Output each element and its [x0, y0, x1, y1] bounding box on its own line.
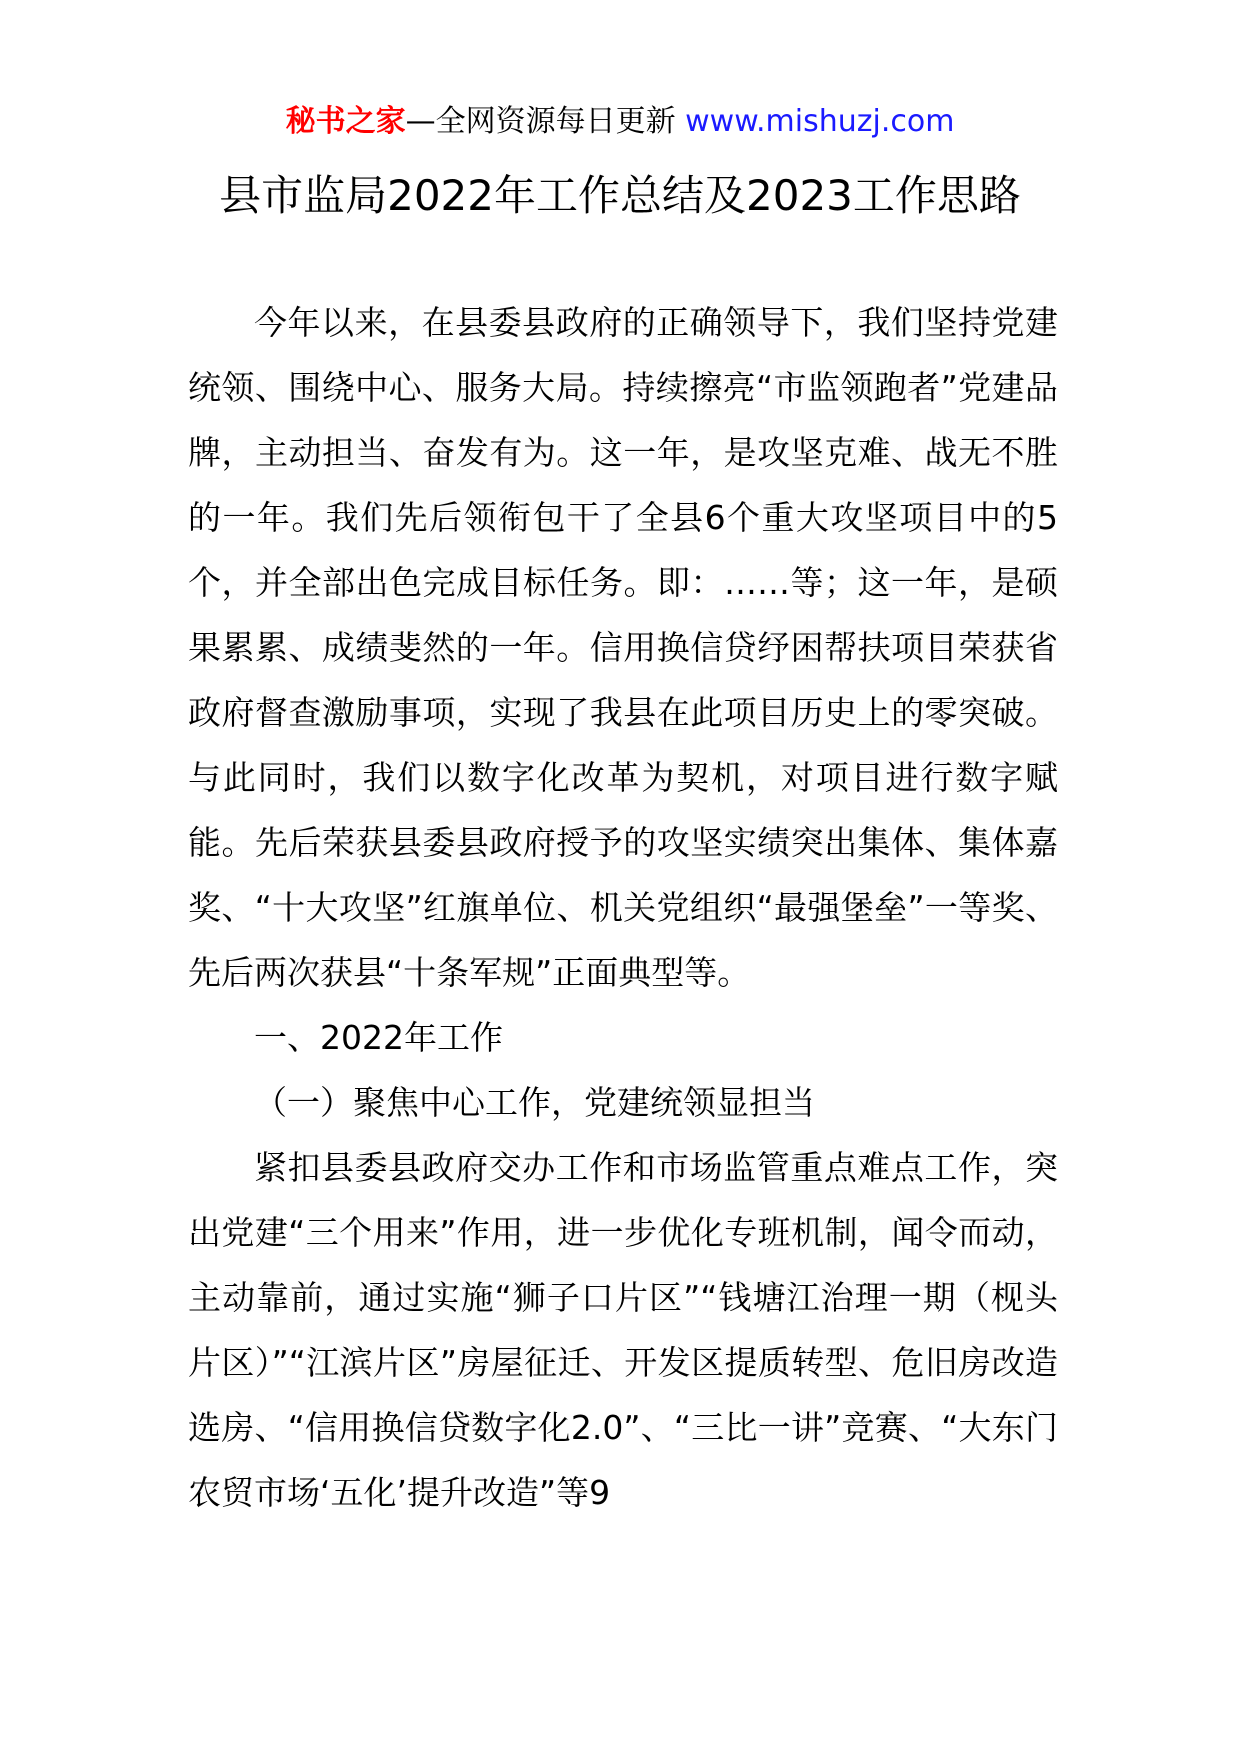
intro-paragraph: 今年以来，在县委县政府的正确领导下，我们坚持党建统领、围绕中心、服务大局。持续擦亮“市监领跑者”党建品牌，主动担当、奋发有为。这一年，是攻坚克难、战无不胜的一年。我们先后领衔包干了全县6个重大攻坚项目中的5个，并全部出色完成目标任务。即：……等；这一年，是硕果累累、成绩斐然的一年。信用换信贷纾困帮扶项目荣获省政府督查激励事项，实现了我县在此项目历史上的零突破。与此同时，我们以数字化改革为契机，对项目进行数字赋能。先后荣获县委县政府授予的攻坚实绩突出集体、集体嘉奖、“十大攻坚”红旗单位、机关党组织“最强堡垒”一等奖、先后两次获县“十条军规”正面典型等。	[188, 303, 1058, 992]
site-header	[0, 102, 1240, 142]
section-heading: 一、2022年工作	[254, 1018, 503, 1057]
document-title: 县市监局2022年工作总结及2023工作思路	[219, 171, 1021, 220]
site-url-link[interactable]: www.mishuzj.com	[685, 104, 955, 139]
subsection-heading: （一）聚焦中心工作，党建统领显担当	[254, 1083, 815, 1122]
document-body	[188, 290, 1058, 1525]
brand-name: 秘书之家	[285, 104, 406, 139]
header-slogan: —全网资源每日更新	[405, 104, 676, 139]
body-paragraph: 紧扣县委县政府交办工作和市场监管重点难点工作，突出党建“三个用来”作用，进一步优化专班机制，闻令而动，主动靠前，通过实施“狮子口片区”“钱塘江治理一期（枧头片区）”“江滨片区”房屋征迁、开发区提质转型、危旧房改造选房、“信用换信贷数字化2.0”、“三比一讲”竞赛、“大东门农贸市场‘五化’提升改造”等9	[188, 1148, 1058, 1512]
